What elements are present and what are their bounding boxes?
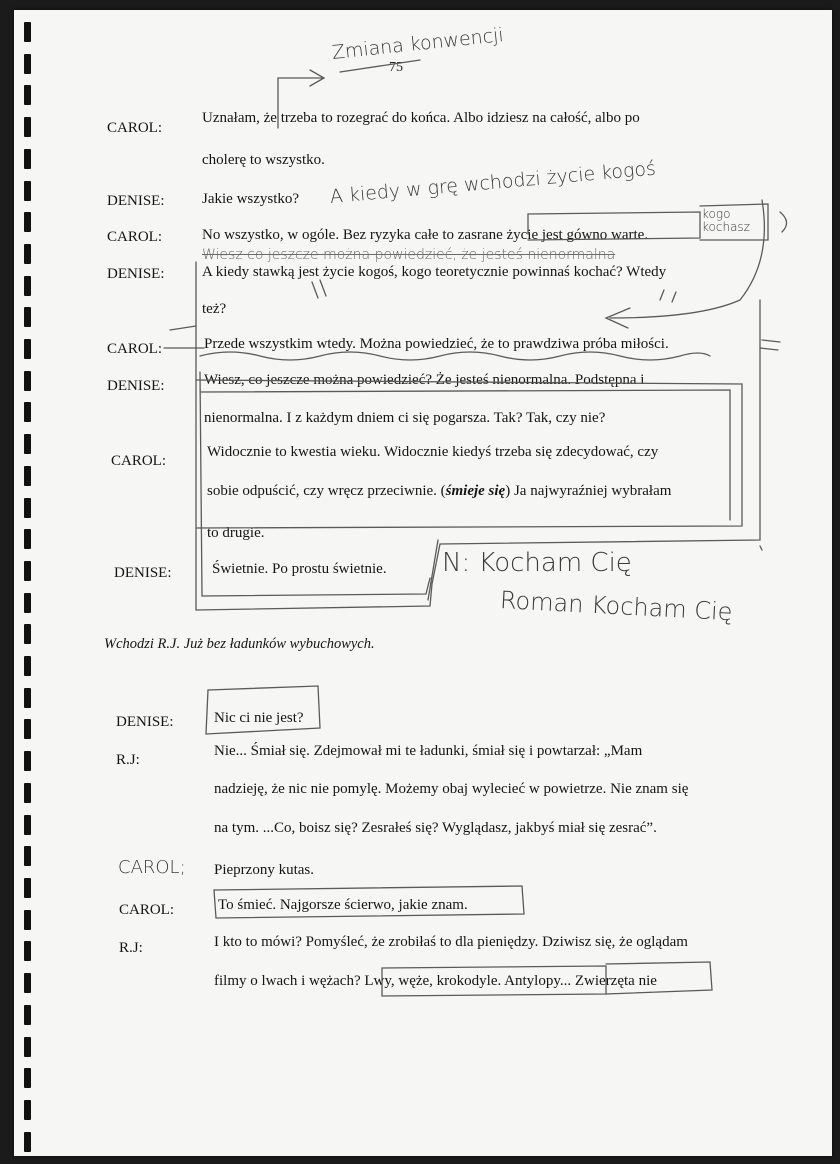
dialogue-line: to drugie. [207, 525, 265, 541]
dialogue-line: Pieprzony kutas. [214, 862, 314, 878]
stage-direction: Wchodzi R.J. Już bez ładunków wybuchowych. [104, 636, 375, 652]
dialogue-line: sobie odpuścić, czy wręcz przeciwnie. (śmieje się) Ja najwyraźniej wybrałam [207, 483, 672, 499]
page-number: 75 [389, 60, 403, 75]
handwritten-margin-note: kogo kochasz [702, 207, 750, 234]
speaker-label: DENISE: [107, 266, 165, 282]
dialogue-line: Widocznie to kwestia wieku. Widocznie kiedyś trzeba się zdecydować, czy [207, 444, 659, 460]
dialogue-line: No wszystko, w ogóle. Bez ryzyka całe to zasrane życie jest gówno warte. [202, 227, 649, 243]
speaker-label: CAROL: [107, 341, 163, 357]
dialogue-line: A kiedy stawką jest życie kogoś, kogo teoretycznie powinnaś kochać? Wtedy [202, 264, 667, 280]
dialogue-line: Przede wszystkim wtedy. Można powiedzieć, że to prawdziwa próba miłości. [204, 336, 669, 352]
dialogue-line: Jakie wszystko? [202, 191, 300, 207]
dialogue-line: cholerę to wszystko. [202, 152, 325, 168]
speaker-label: DENISE: [107, 193, 165, 209]
speaker-label: CAROL: [111, 453, 167, 469]
handwritten-struck-line: Wiesz co jeszcze można powiedzieć, że jesteś nienormalna [202, 247, 616, 263]
dialogue-line: Nie... Śmiał się. Zdejmował mi te ładunki, śmiał się i powtarzał: „Mam [214, 743, 643, 759]
dialogue-line: Wiesz, co jeszcze można powiedzieć? Że jesteś nienormalna. Podstępna i [204, 372, 645, 388]
dialogue-line: I kto to mówi? Pomyśleć, że zrobiłaś to dla pieniędzy. Dziwisz się, że oglądam [214, 934, 688, 950]
dialogue-line: na tym. ...Co, boisz się? Zesrałeś się? Wyglądasz, jakbyś miał się zesrać”. [214, 820, 657, 836]
speaker-label: DENISE: [107, 378, 165, 394]
dialogue-line: nienormalna. I z każdym dniem ci się pogarsza. Tak? Tak, czy nie? [204, 410, 606, 426]
handwritten-insert: A kiedy w grę wchodzi życie kogoś [329, 157, 657, 208]
dialogue-line: To śmieć. Najgorsze ścierwo, jakie znam. [218, 897, 468, 913]
handwritten-note: N: Kocham Cię [442, 548, 632, 578]
dialogue-line: filmy o lwach i wężach? Lwy, węże, krokodyle. Antylopy... Zwierzęta nie [214, 973, 657, 989]
speaker-label: CAROL: [107, 120, 163, 136]
dialogue-line: Nic ci nie jest? [214, 710, 304, 726]
dialogue-line: Świetnie. Po prostu świetnie. [212, 561, 387, 577]
speaker-label: CAROL: [107, 229, 163, 245]
speaker-label: R.J: [119, 940, 143, 956]
speaker-label: DENISE: [116, 714, 174, 730]
handwritten-note: Roman Kocham Cię [499, 586, 734, 627]
dialogue-line: też? [202, 301, 227, 317]
speaker-label: CAROL: [119, 902, 175, 918]
handwritten-speaker-correction: CAROL; [118, 857, 186, 878]
dialogue-line: Uznałam, że trzeba to rozegrać do końca. Albo idziesz na całość, albo po [202, 110, 640, 126]
handwritten-note-top: Zmiana konwencji [330, 24, 505, 64]
dialogue-line: nadzieję, że nic nie pomylę. Możemy obaj wylecieć w powietrze. Nie znam się [214, 781, 689, 797]
speaker-label: DENISE: [114, 565, 172, 581]
speaker-label: R.J: [116, 752, 140, 768]
